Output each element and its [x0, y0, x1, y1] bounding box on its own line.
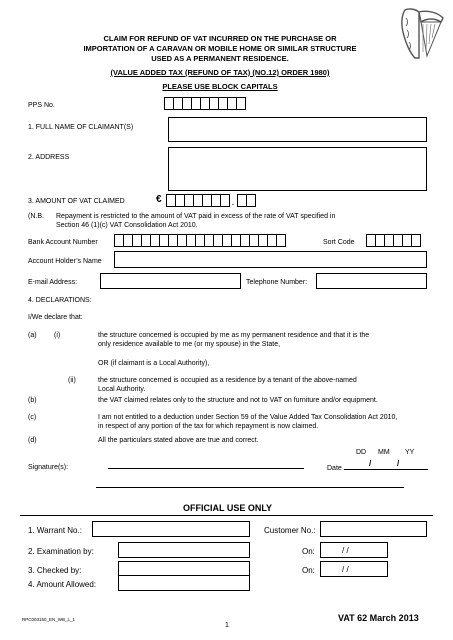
examination-label: 2. Examination by: — [28, 547, 94, 556]
decimal-point: . — [232, 200, 234, 207]
examination-date-input[interactable] — [320, 542, 388, 558]
title-line-3: USED AS A PERMANENT RESIDENCE. — [151, 54, 289, 63]
declaration-a-ii-line-1: the structure concerned is occupied as a residence by a tenant of the above-named — [98, 377, 357, 384]
harp-logo — [397, 6, 447, 60]
amount-allowed-label: 4. Amount Allowed: — [28, 580, 97, 589]
title-line-1: CLAIM FOR REFUND OF VAT INCURRED ON THE PURCHASE OR — [103, 34, 337, 43]
full-name-label: 1. FULL NAME OF CLAIMANT(S) — [28, 124, 134, 131]
declaration-a-ii-line-2: Local Authority. — [98, 386, 146, 393]
page-number: 1 — [225, 622, 229, 629]
sort-code-input[interactable] — [366, 234, 420, 247]
address-label: 2. ADDRESS — [28, 154, 70, 161]
checked-date-slashes: / / — [342, 565, 349, 574]
telephone-input[interactable] — [316, 273, 427, 289]
checked-date-input[interactable] — [320, 561, 388, 577]
vat-amount-euro-input[interactable] — [166, 194, 229, 207]
declaration-a-i-label: (i) — [54, 332, 61, 339]
bank-account-input[interactable] — [114, 234, 285, 247]
vat-amount-cent-input[interactable] — [237, 194, 255, 207]
official-use-heading: OFFICIAL USE ONLY — [183, 503, 273, 513]
declaration-d-label: (d) — [28, 437, 37, 444]
customer-label: Customer No.: — [264, 526, 316, 535]
declaration-a-i-line-2: only residence available to me (or my spouse) in the State, — [98, 341, 281, 348]
euro-symbol: € — [156, 194, 162, 205]
date-yy-label: YY — [405, 449, 415, 456]
date-mm-label: MM — [378, 449, 390, 456]
full-name-input[interactable] — [168, 117, 427, 142]
declaration-c-line-2: in respect of any portion of the tax for which repayment is now claimed. — [98, 423, 319, 430]
title-line-2: IMPORTATION OF A CARAVAN OR MOBILE HOME OR SIMILAR STRUCTURE — [83, 44, 357, 53]
declaration-b-text: the VAT claimed relates only to the structure and not to VAT on furniture and/or equipment. — [98, 397, 378, 404]
signature-line[interactable] — [108, 468, 304, 469]
declarations-intro: I/We declare that: — [28, 314, 83, 321]
on-label-2: On: — [302, 566, 315, 575]
form-reference: RPC003150_EN_WB_L_1 — [22, 617, 76, 622]
telephone-label: Telephone Number: — [246, 279, 308, 286]
declaration-a-label: (a) — [28, 332, 37, 339]
declarations-heading: 4. DECLARATIONS: — [28, 297, 92, 304]
second-signature-line[interactable] — [96, 487, 404, 488]
declaration-or-text: OR (if claimant is a Local Authority), — [98, 360, 210, 367]
warrant-input[interactable] — [92, 521, 250, 537]
email-label: E-mail Address: — [28, 279, 78, 286]
address-input[interactable] — [168, 147, 427, 191]
declaration-d-text: All the particulars stated above are true and correct. — [98, 437, 259, 444]
examination-input[interactable] — [118, 542, 250, 558]
official-divider — [20, 515, 433, 516]
signature-label: Signature(s): — [28, 464, 69, 471]
customer-input[interactable] — [320, 521, 427, 537]
vat-claimed-label: 3. AMOUNT OF VAT CLAIMED — [28, 198, 125, 205]
date-line[interactable] — [344, 469, 428, 470]
amount-allowed-input[interactable] — [118, 575, 250, 591]
account-holder-input[interactable] — [114, 251, 427, 268]
declaration-c-line-1: I am not entitled to a deduction under Section 59 of the Value Added Tax Consolidation Act 2010, — [98, 414, 398, 421]
nb-label: (N.B. — [28, 213, 44, 220]
examination-date-slashes: / / — [342, 546, 349, 555]
declaration-a-i-line-1: the structure concerned is occupied by me as my permanent residence and that it is the — [98, 332, 370, 339]
declaration-b-label: (b) — [28, 397, 37, 404]
block-capitals-note: PLEASE USE BLOCK CAPITALS — [162, 82, 278, 91]
pps-input[interactable] — [164, 97, 245, 110]
pps-label: PPS No. — [28, 102, 55, 109]
account-holder-label: Account Holder’s Name — [28, 258, 102, 265]
date-label: Date — [327, 465, 342, 472]
date-slash-1: / — [369, 459, 372, 468]
nb-text-line-2: Section 46 (1)(c) VAT Consolidation Act 2010. — [56, 222, 198, 229]
email-input[interactable] — [100, 273, 241, 289]
sort-code-label: Sort Code — [323, 239, 355, 246]
checked-label: 3. Checked by: — [28, 566, 82, 575]
date-dd-label: DD — [356, 449, 367, 456]
on-label-1: On: — [302, 547, 315, 556]
declaration-a-ii-label: (ii) — [68, 377, 76, 384]
warrant-label: 1. Warrant No.: — [28, 526, 82, 535]
date-slash-2: / — [397, 459, 400, 468]
bank-account-label: Bank Account Number — [28, 239, 98, 246]
declaration-c-label: (c) — [28, 414, 37, 421]
form-id: VAT 62 March 2013 — [338, 613, 419, 623]
order-reference: (VALUE ADDED TAX (REFUND OF TAX) (NO.12) ORDER 1980) — [110, 68, 330, 77]
nb-text-line-1: Repayment is restricted to the amount of VAT paid in excess of the rate of VAT specified in — [56, 213, 336, 220]
